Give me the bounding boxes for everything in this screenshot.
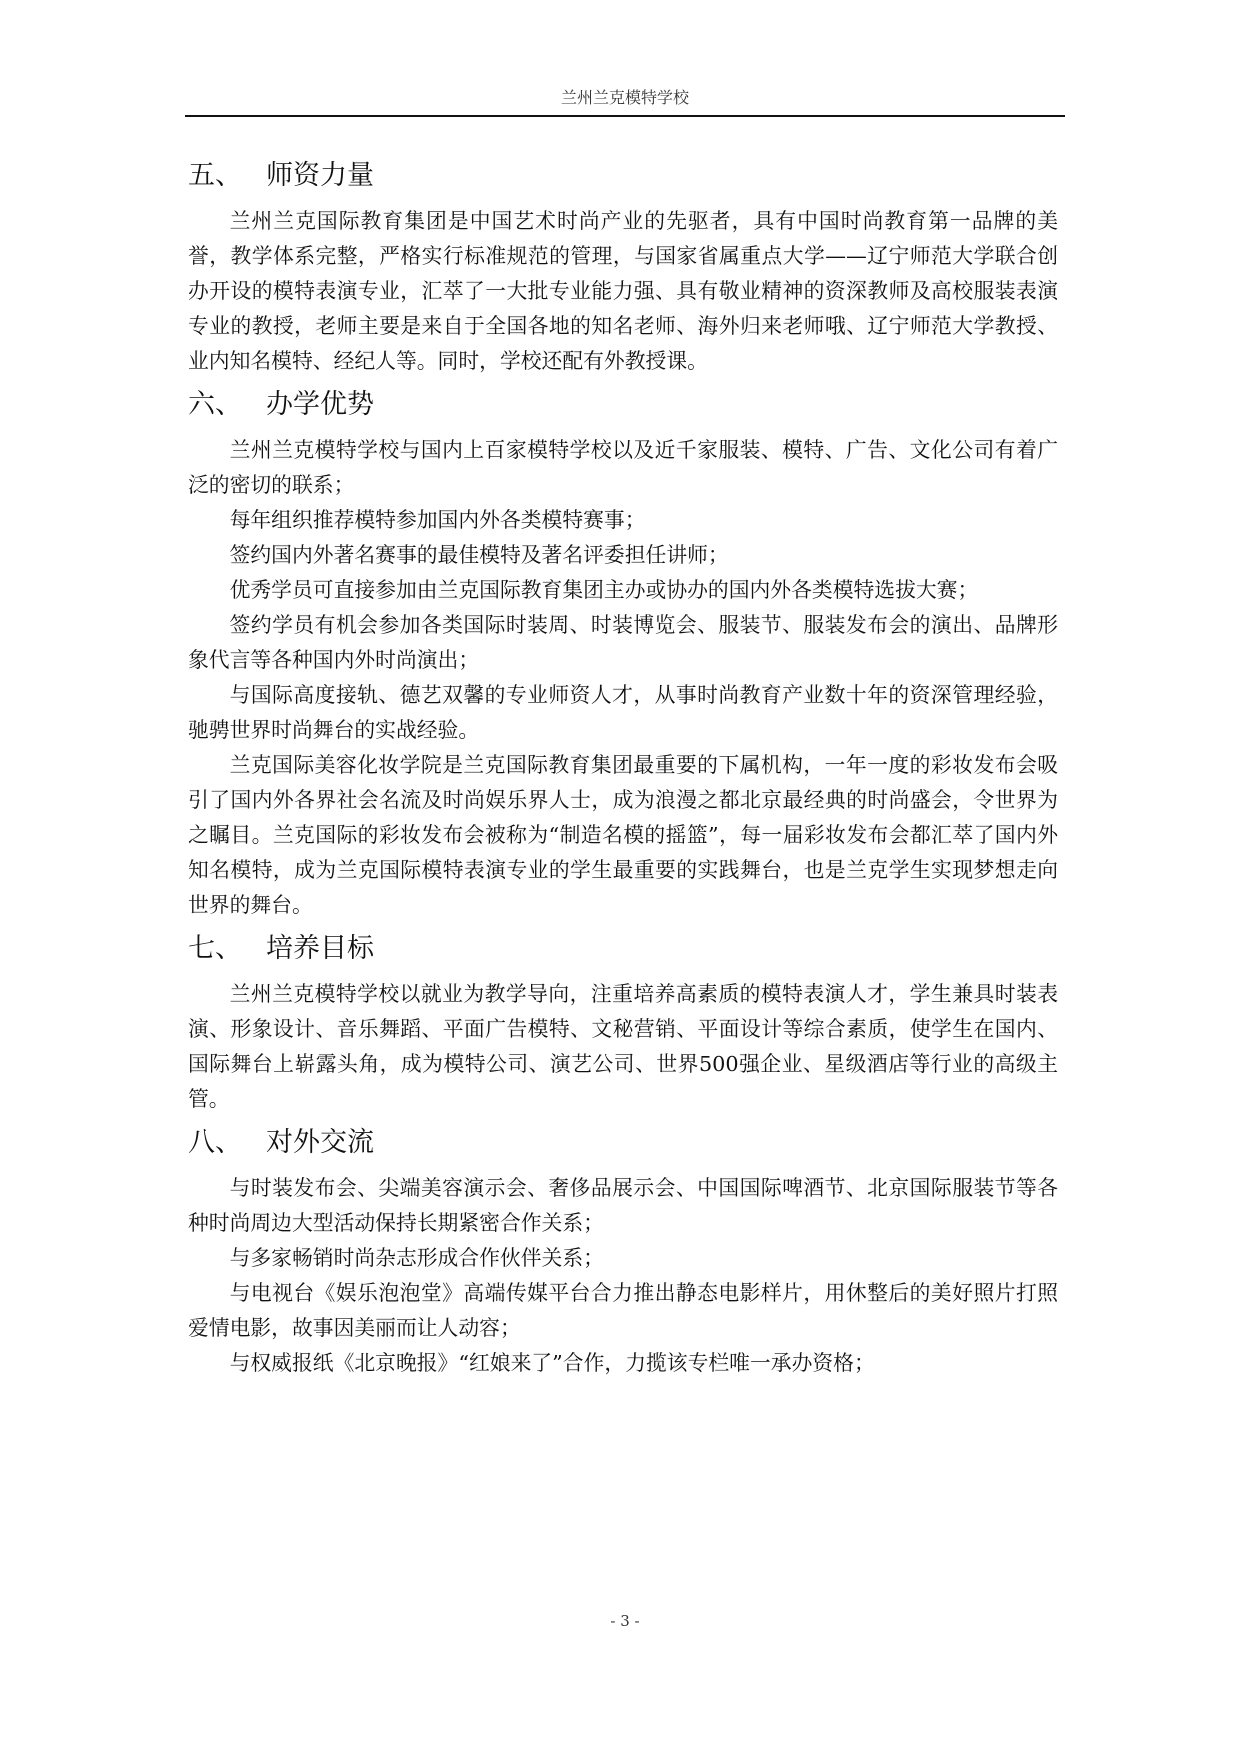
paragraph: 兰州兰克模特学校与国内上百家模特学校以及近千家服装、模特、广告、文化公司有着广泛的密切的联系；	[188, 438, 1058, 497]
section-title: 办学优势	[266, 389, 374, 420]
paragraph: 与权威报纸《北京晚报》“红娘来了”合作，力揽该专栏唯一承办资格；	[229, 1351, 875, 1375]
section-title: 师资力量	[266, 160, 374, 191]
section-heading	[188, 1125, 1058, 1161]
page-header: 兰州兰克模特学校	[560, 88, 689, 107]
section-goals	[188, 931, 1058, 1117]
paragraph: 签约学员有机会参加各类国际时装周、时装博览会、服装节、服装发布会的演出、品牌形象代言等各种国内外时尚演出；	[188, 613, 1058, 672]
section-heading	[188, 931, 1058, 967]
section-heading	[188, 387, 1058, 423]
paragraph: 优秀学员可直接参加由兰克国际教育集团主办或协办的国内外各类模特选拔大赛；	[229, 578, 979, 602]
section-title: 培养目标	[266, 933, 374, 964]
section-number: 六、	[188, 389, 242, 420]
section-number: 五、	[188, 160, 242, 191]
section-number: 七、	[188, 933, 242, 964]
section-title: 对外交流	[266, 1127, 374, 1158]
paragraph: 签约国内外著名赛事的最佳模特及著名评委担任讲师；	[229, 543, 729, 567]
paragraph: 与电视台《娱乐泡泡堂》高端传媒平台合力推出静态电影样片，用休整后的美好照片打照爱情电影，故事因美丽而让人动容；	[188, 1281, 1058, 1340]
header-rule	[185, 115, 1065, 117]
paragraph: 与国际高度接轨、德艺双馨的专业师资人才，从事时尚教育产业数十年的资深管理经验，驰骋世界时尚舞台的实战经验。	[188, 683, 1058, 742]
section-number: 八、	[188, 1127, 242, 1158]
paragraph: 兰克国际美容化妆学院是兰克国际教育集团最重要的下属机构，一年一度的彩妆发布会吸引了国内外各界社会名流及时尚娱乐界人士，成为浪漫之都北京最经典的时尚盛会，令世界为之瞩目。兰克国际的彩妆发布会被称为“制造名模的摇篮”，每一届彩妆发布会都汇萃了国内外知名模特，成为兰克国际模特表演专业的学生最重要的实践舞台，也是兰克学生实现梦想走向世界的舞台。	[188, 753, 1058, 917]
paragraph: 每年组织推荐模特参加国内外各类模特赛事；	[229, 508, 646, 532]
document-body	[188, 158, 1058, 1381]
page-number: - 3 -	[610, 1612, 640, 1630]
section-exchange	[188, 1125, 1058, 1381]
paragraph: 兰州兰克国际教育集团是中国艺术时尚产业的先驱者，具有中国时尚教育第一品牌的美誉，教学体系完整，严格实行标准规范的管理，与国家省属重点大学——辽宁师范大学联合创办开设的模特表演专业，汇萃了一大批专业能力强、具有敬业精神的资深教师及高校服装表演专业的教授，老师主要是来自于全国各地的知名老师、海外归来老师哦、辽宁师范大学教授、业内知名模特、经纪人等。同时，学校还配有外教授课。	[188, 209, 1058, 373]
section-heading	[188, 158, 1058, 194]
section-teachers	[188, 158, 1058, 379]
paragraph: 与多家畅销时尚杂志形成合作伙伴关系；	[229, 1246, 604, 1270]
section-advantages	[188, 387, 1058, 923]
paragraph: 兰州兰克模特学校以就业为教学导向，注重培养高素质的模特表演人才，学生兼具时装表演、形象设计、音乐舞蹈、平面广告模特、文秘营销、平面设计等综合素质，使学生在国内、国际舞台上崭露头角，成为模特公司、演艺公司、世界500强企业、星级酒店等行业的高级主管。	[188, 982, 1058, 1111]
paragraph: 与时装发布会、尖端美容演示会、奢侈品展示会、中国国际啤酒节、北京国际服装节等各种时尚周边大型活动保持长期紧密合作关系；	[188, 1176, 1058, 1235]
